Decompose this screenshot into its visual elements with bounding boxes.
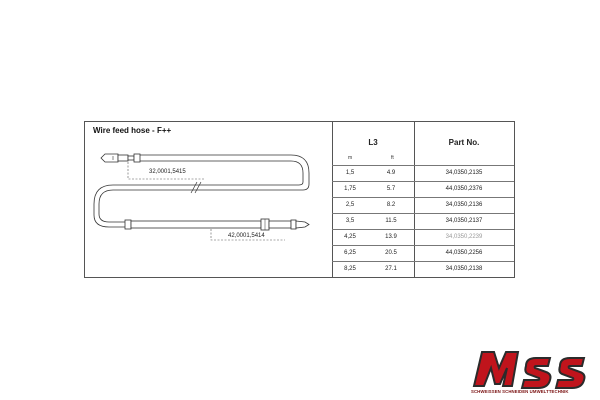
part-number-cell: 34,0350,2135 — [445, 170, 483, 176]
product-datasheet — [84, 121, 515, 278]
length-ft-cell: 13.9 — [385, 234, 397, 240]
callout-bottom-part: 42,0001,5414 — [228, 233, 265, 239]
top-connector — [101, 154, 140, 162]
length-m-cell: 1,75 — [344, 186, 356, 192]
unit-ft: ft — [391, 155, 394, 161]
table-row — [332, 181, 514, 197]
part-number-cell: 44,0350,2256 — [445, 250, 483, 256]
hose-body — [94, 155, 309, 227]
length-m-cell: 1,5 — [345, 170, 355, 176]
logo-letters — [474, 352, 585, 388]
bottom-connector — [125, 219, 309, 230]
length-m-cell: 8,25 — [344, 266, 356, 272]
table-row — [332, 229, 514, 245]
hose-diagram — [85, 122, 332, 277]
header-l3: L3 — [368, 138, 378, 147]
part-number-cell: 34,0350,2136 — [445, 202, 483, 208]
length-ft-cell: 5.7 — [386, 186, 396, 192]
length-m-cell: 3,5 — [345, 218, 355, 224]
table-row — [332, 213, 514, 229]
table-row — [332, 245, 514, 261]
length-m-cell: 4,25 — [344, 234, 356, 240]
length-part-table — [332, 122, 514, 277]
length-ft-cell: 20.5 — [385, 250, 397, 256]
part-number-cell: 44,0350,2376 — [445, 186, 483, 192]
logo-tagline: SCHWEISSEN SCHNEIDEN UMWELTTECHNIK — [471, 389, 569, 394]
unit-m: m — [348, 155, 353, 161]
length-ft-cell: 27.1 — [385, 266, 397, 272]
length-ft-cell: 11.5 — [385, 218, 397, 224]
part-number-cell: 34,0350,2137 — [445, 218, 483, 224]
part-number-cell: 34,0350,2138 — [445, 266, 483, 272]
table-row — [332, 165, 514, 181]
table-row — [332, 261, 514, 277]
part-number-cell: 34,0350,2239 — [445, 234, 483, 240]
length-ft-cell: 4.9 — [386, 170, 396, 176]
hose-drawing-panel — [85, 122, 332, 277]
callout-top-part: 32,0001,5415 — [149, 169, 186, 175]
drawing-title: Wire feed hose - F++ — [93, 126, 172, 135]
table-row — [332, 197, 514, 213]
length-ft-cell: 8.2 — [386, 202, 396, 208]
header-part-no: Part No. — [448, 138, 480, 147]
length-m-cell: 2,5 — [345, 202, 355, 208]
length-m-cell: 6,25 — [344, 250, 356, 256]
